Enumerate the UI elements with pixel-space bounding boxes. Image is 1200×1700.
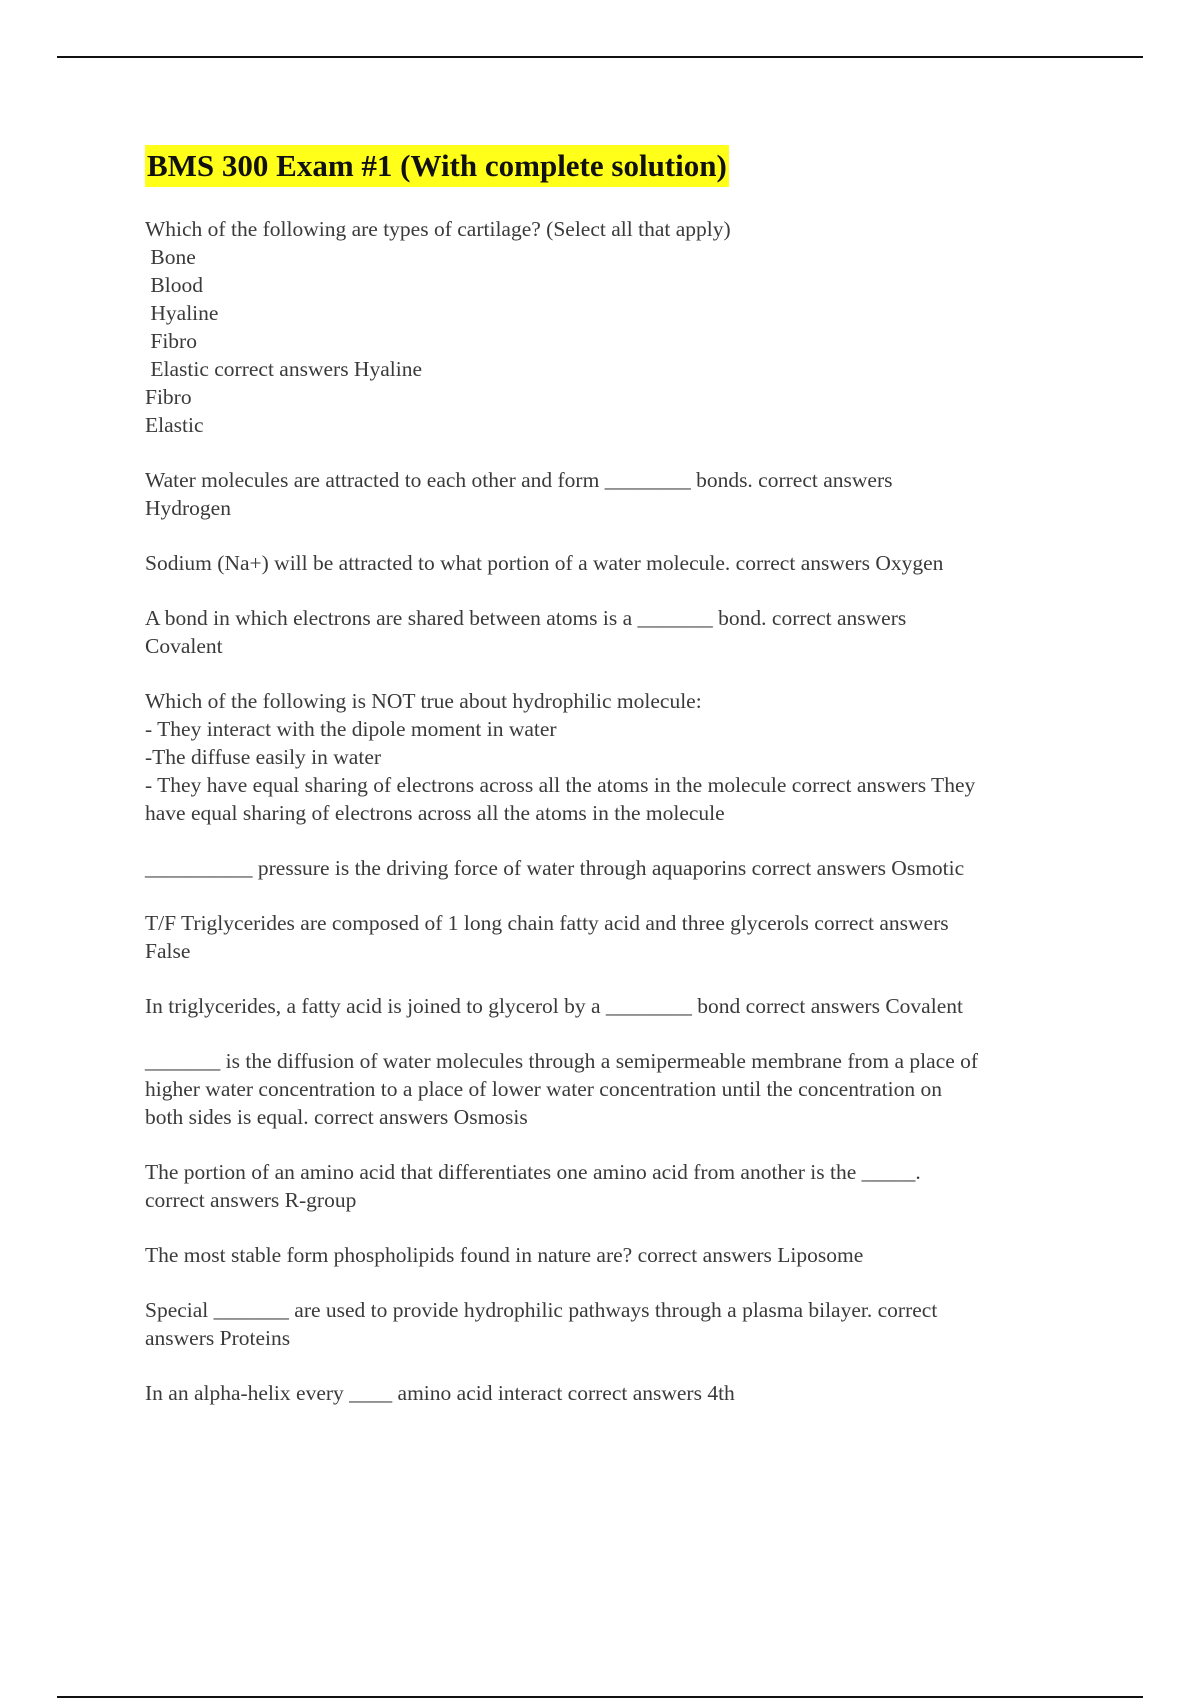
- question-item: [145, 687, 1095, 827]
- question-line: - They have equal sharing of electrons across all the atoms in the molecule correct answers They: [145, 773, 976, 797]
- question-line: Hyaline: [145, 301, 219, 325]
- question-item: [145, 1379, 1095, 1407]
- question-item: [145, 1296, 1095, 1352]
- question-line: T/F Triglycerides are composed of 1 long chain fatty acid and three glycerols correct answers: [145, 911, 949, 935]
- question-line: Which of the following are types of cartilage? (Select all that apply): [145, 217, 731, 241]
- question-line: Which of the following is NOT true about hydrophilic molecule:: [145, 689, 702, 713]
- question-line: Special _______ are used to provide hydrophilic pathways through a plasma bilayer. correct: [145, 1298, 938, 1322]
- question-item: [145, 992, 1095, 1020]
- question-line: Sodium (Na+) will be attracted to what portion of a water molecule. correct answers Oxygen: [145, 551, 944, 575]
- question-line: Fibro: [145, 385, 192, 409]
- question-item: [145, 549, 1095, 577]
- question-line: In triglycerides, a fatty acid is joined to glycerol by a ________ bond correct answers Covalent: [145, 994, 963, 1018]
- question-line: higher water concentration to a place of lower water concentration until the concentration on: [145, 1077, 942, 1101]
- question-line: both sides is equal. correct answers Osmosis: [145, 1105, 528, 1129]
- document-body: [145, 145, 1095, 1434]
- question-line: Fibro: [145, 329, 197, 353]
- question-line: In an alpha-helix every ____ amino acid interact correct answers 4th: [145, 1381, 735, 1405]
- question-line: Covalent: [145, 634, 223, 658]
- top-rule: [57, 56, 1143, 58]
- question-line: Water molecules are attracted to each other and form ________ bonds. correct answers: [145, 468, 893, 492]
- question-item: [145, 1047, 1095, 1131]
- question-line: Elastic correct answers Hyaline: [145, 357, 422, 381]
- question-list: [145, 215, 1095, 1407]
- question-line: Elastic: [145, 413, 204, 437]
- question-line: Blood: [145, 273, 203, 297]
- question-line: __________ pressure is the driving force of water through aquaporins correct answers Osmotic: [145, 856, 965, 880]
- question-item: [145, 215, 1095, 439]
- question-line: Bone: [145, 245, 196, 269]
- question-line: The most stable form phospholipids found in nature are? correct answers Liposome: [145, 1243, 864, 1267]
- question-item: [145, 909, 1095, 965]
- document-title: BMS 300 Exam #1 (With complete solution): [145, 145, 729, 187]
- question-item: [145, 1241, 1095, 1269]
- bottom-rule: [57, 1696, 1143, 1698]
- question-line: - They interact with the dipole moment in water: [145, 717, 557, 741]
- question-line: Hydrogen: [145, 496, 231, 520]
- question-line: answers Proteins: [145, 1326, 291, 1350]
- question-item: [145, 604, 1095, 660]
- question-line: A bond in which electrons are shared between atoms is a _______ bond. correct answers: [145, 606, 907, 630]
- question-line: correct answers R-group: [145, 1188, 357, 1212]
- question-item: [145, 854, 1095, 882]
- question-item: [145, 1158, 1095, 1214]
- question-line: _______ is the diffusion of water molecules through a semipermeable membrane from a place of: [145, 1049, 979, 1073]
- question-line: False: [145, 939, 191, 963]
- question-item: [145, 466, 1095, 522]
- question-line: The portion of an amino acid that differentiates one amino acid from another is the _____.: [145, 1160, 921, 1184]
- question-line: have equal sharing of electrons across all the atoms in the molecule: [145, 801, 725, 825]
- question-line: -The diffuse easily in water: [145, 745, 382, 769]
